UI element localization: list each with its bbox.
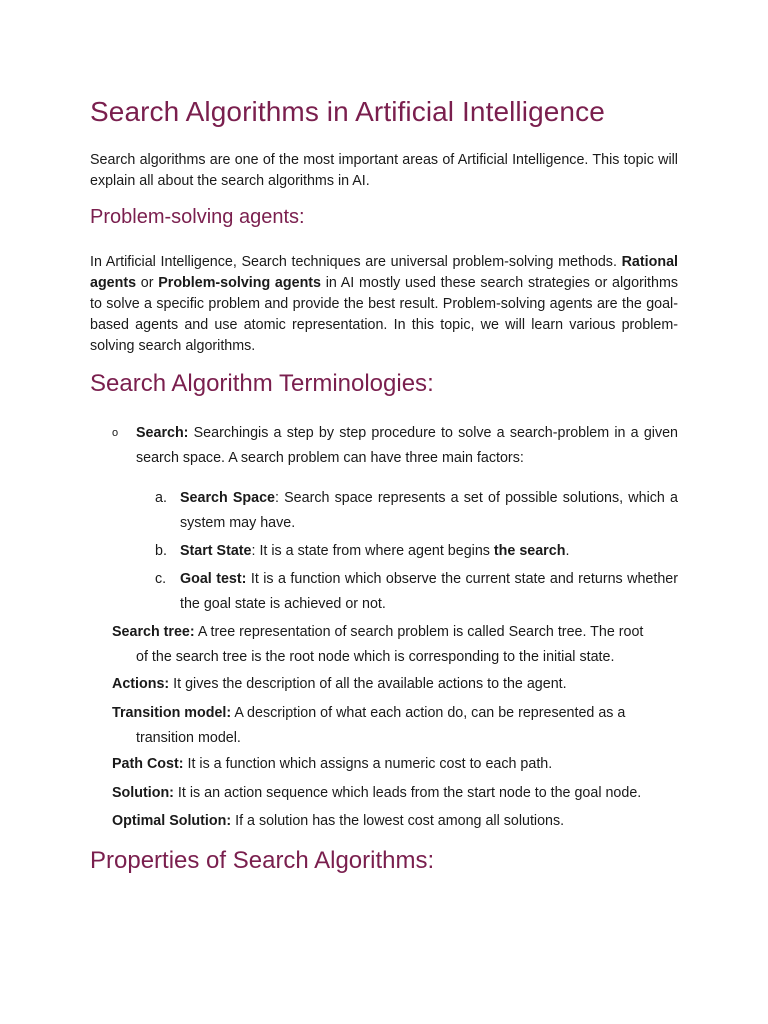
heading-colon: : (427, 847, 435, 874)
term-label: Optimal Solution: (112, 813, 232, 829)
bold-term-problem-solving-agents: Problem-solving agents (158, 275, 322, 291)
sub-item-marker: b. (155, 543, 167, 559)
definition-optimal-solution (112, 809, 678, 834)
term-text: It is an action sequence which leads from the start node to the goal node. (173, 785, 642, 801)
problem-solving-paragraph (90, 252, 678, 357)
sub-item-text (180, 567, 678, 617)
para-text: In Artificial Intelligence, Search techniques are universal problem-solving methods. (90, 254, 622, 270)
para-text: in AI mostly used these search strategies or algorithms to solve a specific problem and provide the best result. Problem-solving agents are the goal-based agents and use atomic representation. In this topic, we will learn various problem-solving search algorithms. (90, 275, 679, 354)
term-label: Start State (180, 543, 252, 559)
term-label: Transition model: (112, 705, 232, 721)
term-text: A description of what each action do, can be represented as a (231, 705, 626, 721)
term-label: Search Space (180, 490, 275, 506)
section-heading-problem-solving (90, 206, 305, 229)
term-label: Search tree: (112, 624, 195, 640)
page-title: Search Algorithms in Artificial Intelligence (90, 96, 605, 127)
term-text-continued: transition model. (136, 730, 241, 746)
term-text: A tree representation of search problem is called Search tree. The root (194, 624, 644, 640)
term-text: . (565, 543, 570, 559)
heading-colon: : (299, 206, 305, 228)
heading-text: Properties of Search Algorithms (90, 847, 428, 874)
para-text: or (136, 275, 159, 291)
term-text: It gives the description of all the available actions to the agent. (169, 676, 567, 692)
list-item-text (136, 421, 678, 471)
heading-text: Search Algorithm Terminologies (90, 370, 428, 397)
definition-transition-model (112, 701, 678, 751)
section-heading-terminologies (90, 370, 434, 398)
bold-term: the search (493, 543, 566, 559)
term-text-continued: of the search tree is the root node which is corresponding to the initial state. (136, 649, 615, 665)
heading-colon: : (427, 370, 434, 397)
term-text: : Search space represents a set of possible solutions, which a system may have. (180, 490, 678, 531)
definition-actions (112, 672, 678, 697)
bold-term-rational-agents: Rational agents (90, 254, 678, 291)
definition-search-tree (112, 620, 678, 670)
term-label: Goal test: (180, 571, 247, 587)
term-label: Actions: (112, 676, 170, 692)
heading-text: Problem-solving agents (90, 206, 299, 228)
term-text: If a solution has the lowest cost among all solutions. (231, 813, 565, 829)
term-label: Path Cost: (112, 756, 184, 772)
bullet-icon: o (112, 427, 119, 439)
definition-path-cost (112, 752, 678, 777)
sub-item-text (180, 486, 678, 536)
sub-item-marker: a. (155, 490, 167, 506)
term-text: : It is a state from where agent begins (251, 543, 494, 559)
intro-paragraph: Search algorithms are one of the most important areas of Artificial Intelligence. This topic will explain all about the search algorithms in AI. (90, 152, 678, 189)
definition-solution (112, 781, 678, 806)
term-text: It is a function which assigns a numeric cost to each path. (183, 756, 553, 772)
sub-item-text (180, 539, 678, 564)
sub-item-marker: c. (155, 571, 167, 587)
term-text: It is a function which observe the current state and returns whether the goal state is achieved or not. (180, 571, 678, 612)
section-heading-properties (90, 847, 434, 875)
term-text: Searchingis a step by step procedure to solve a search-problem in a given search space. A search problem can have three main factors: (136, 425, 678, 466)
term-label: Solution: (112, 785, 174, 801)
term-label: Search: (136, 425, 189, 441)
